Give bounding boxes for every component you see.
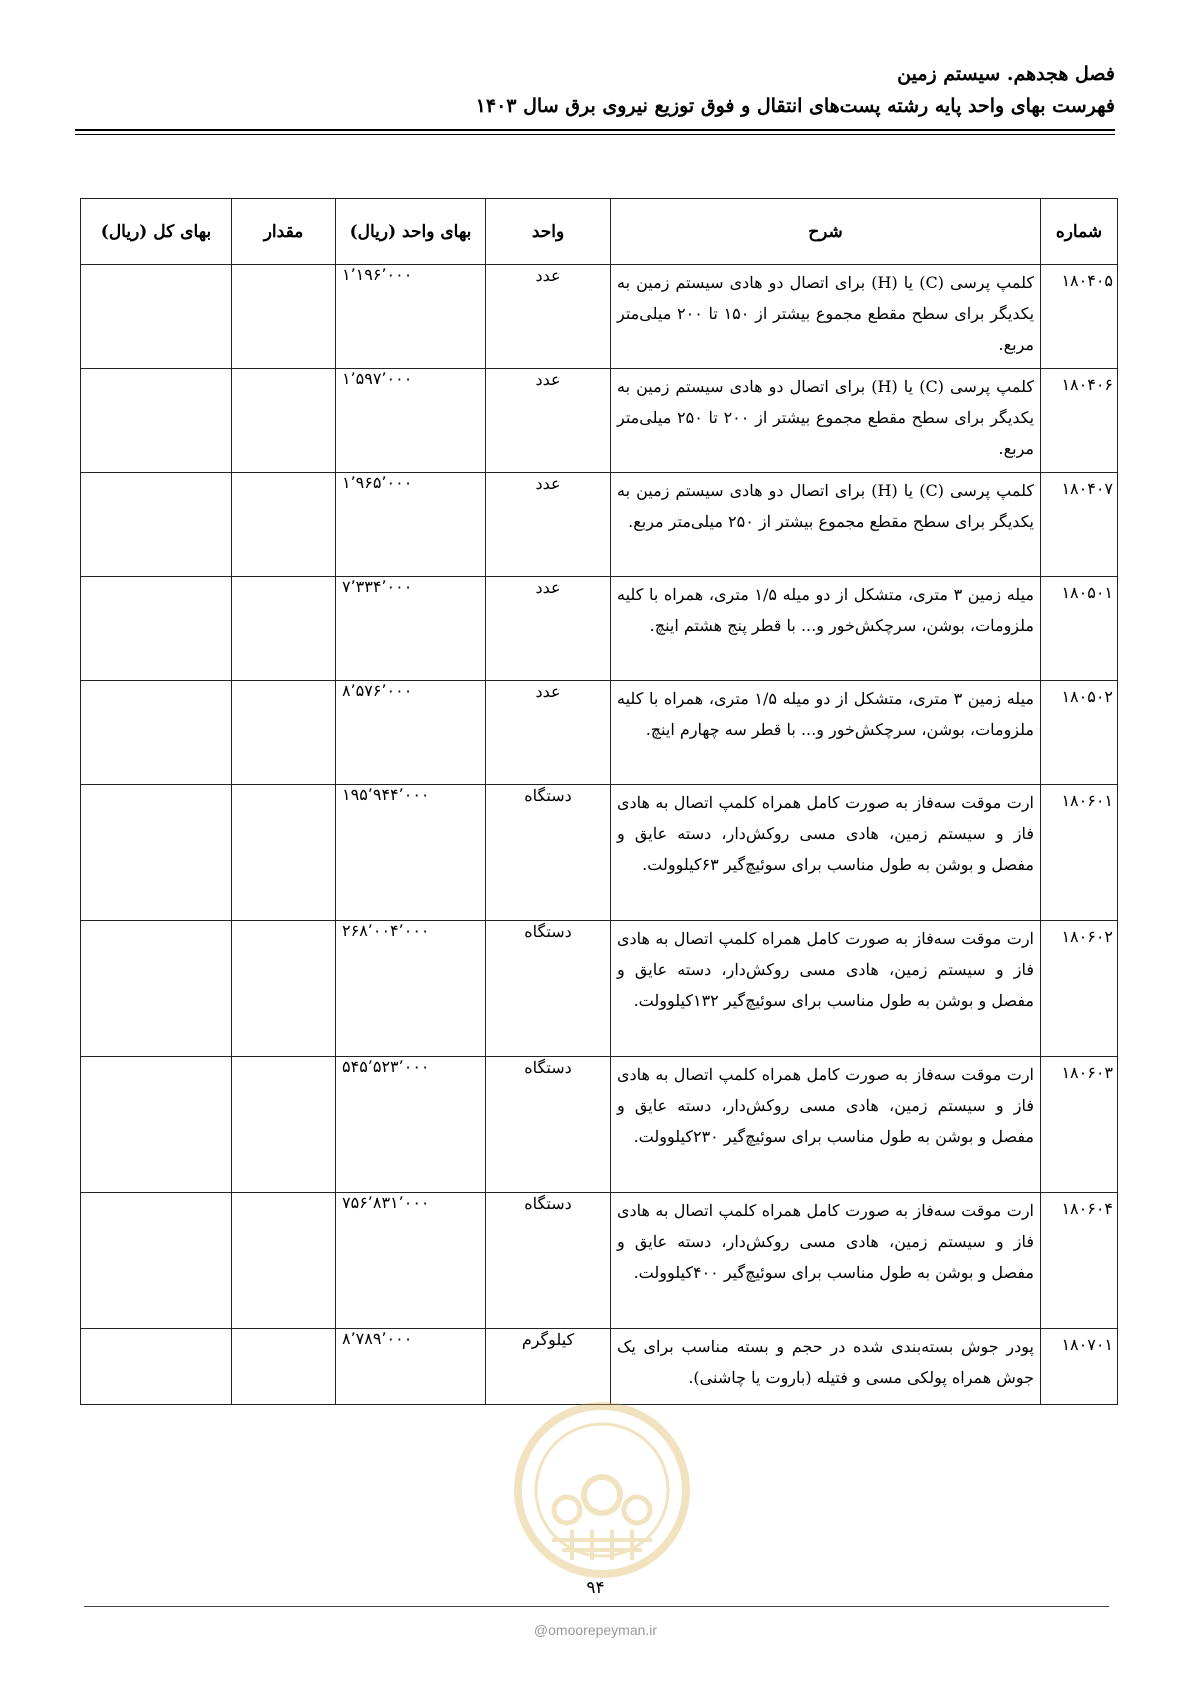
item-quantity — [232, 369, 336, 473]
item-quantity — [232, 265, 336, 369]
item-unit: عدد — [486, 369, 611, 473]
header-rule-thin — [75, 134, 1115, 135]
item-total — [81, 681, 232, 785]
item-total — [81, 577, 232, 681]
item-description: کلمپ پرسی (C) یا (H) برای اتصال دو هادی سیستم زمین به یکدیگر برای سطح مقطع مجموع بیشتر از ۱۵۰ تا ۲۰۰ میلی‌متر مربع. — [611, 265, 1041, 369]
item-number: ۱۸۰۴۰۶ — [1041, 369, 1118, 473]
item-total — [81, 1057, 232, 1193]
item-quantity — [232, 921, 336, 1057]
item-unit: عدد — [486, 265, 611, 369]
item-unit: عدد — [486, 473, 611, 577]
item-unit-price: ۱٬۵۹۷٬۰۰۰ — [336, 369, 486, 473]
price-list-table — [80, 198, 1118, 1405]
item-unit: عدد — [486, 681, 611, 785]
page-number: ۹۴ — [586, 1578, 605, 1598]
item-number: ۱۸۰۴۰۷ — [1041, 473, 1118, 577]
table-row — [81, 265, 1118, 369]
table-row — [81, 369, 1118, 473]
item-quantity — [232, 1329, 336, 1405]
column-header-unit: واحد — [486, 199, 611, 265]
item-number: ۱۸۰۶۰۴ — [1041, 1193, 1118, 1329]
column-header-unit-price: بهای واحد (ریال) — [336, 199, 486, 265]
website-watermark: @omoorepeyman.ir — [533, 1622, 658, 1638]
item-total — [81, 473, 232, 577]
item-description: ارت موقت سه‌فاز به صورت کامل همراه کلمپ اتصال به هادی فاز و سیستم زمین، هادی مسی روکش‌دار، دسته عایق و مفصل و بوشن به طول مناسب برای سوئیچ‌گیر ۱۳۲کیلوولت. — [611, 921, 1041, 1057]
document-subtitle: فهرست بهای واحد پایه رشته پست‌های انتقال و فوق توزیع نیروی برق سال ۱۴۰۳ — [475, 95, 1115, 117]
table-row — [81, 785, 1118, 921]
page-header — [75, 58, 1115, 122]
item-unit: دستگاه — [486, 1057, 611, 1193]
item-unit-price: ۱٬۱۹۶٬۰۰۰ — [336, 265, 486, 369]
item-quantity — [232, 1057, 336, 1193]
item-unit: دستگاه — [486, 785, 611, 921]
item-number: ۱۸۰۶۰۲ — [1041, 921, 1118, 1057]
column-header-quantity: مقدار — [232, 199, 336, 265]
item-number: ۱۸۰۵۰۱ — [1041, 577, 1118, 681]
table-header-row — [81, 199, 1118, 265]
item-description: میله زمین ۳ متری، متشکل از دو میله ۱/۵ متری، همراه با کلیه ملزومات، بوشن، سرچکش‌خور و... با قطر سه چهارم اینچ. — [611, 681, 1041, 785]
item-number: ۱۸۰۴۰۵ — [1041, 265, 1118, 369]
item-unit-price: ۸٬۵۷۶٬۰۰۰ — [336, 681, 486, 785]
seal-logo-icon — [512, 1400, 692, 1580]
footer-divider — [84, 1606, 1109, 1607]
item-description: ارت موقت سه‌فاز به صورت کامل همراه کلمپ اتصال به هادی فاز و سیستم زمین، هادی مسی روکش‌دار، دسته عایق و مفصل و بوشن به طول مناسب برای سوئیچ‌گیر ۴۰۰کیلوولت. — [611, 1193, 1041, 1329]
table-row — [81, 1193, 1118, 1329]
header-rule-thick — [75, 129, 1115, 131]
item-number: ۱۸۰۷۰۱ — [1041, 1329, 1118, 1405]
table-row — [81, 921, 1118, 1057]
table-row — [81, 577, 1118, 681]
item-description: ارت موقت سه‌فاز به صورت کامل همراه کلمپ اتصال به هادی فاز و سیستم زمین، هادی مسی روکش‌دار، دسته عایق و مفصل و بوشن به طول مناسب برای سوئیچ‌گیر ۶۳کیلوولت. — [611, 785, 1041, 921]
item-total — [81, 921, 232, 1057]
item-number: ۱۸۰۶۰۱ — [1041, 785, 1118, 921]
table-row — [81, 1329, 1118, 1405]
item-quantity — [232, 577, 336, 681]
item-description: پودر جوش بسته‌بندی شده در حجم و بسته مناسب برای یک جوش همراه پولکی مسی و فتیله (باروت یا چاشنی). — [611, 1329, 1041, 1405]
item-unit: کیلوگرم — [486, 1329, 611, 1405]
table-row — [81, 681, 1118, 785]
item-description: میله زمین ۳ متری، متشکل از دو میله ۱/۵ متری، همراه با کلیه ملزومات، بوشن، سرچکش‌خور و... با قطر پنج هشتم اینچ. — [611, 577, 1041, 681]
item-number: ۱۸۰۵۰۲ — [1041, 681, 1118, 785]
item-unit: دستگاه — [486, 921, 611, 1057]
item-total — [81, 785, 232, 921]
item-description: کلمپ پرسی (C) یا (H) برای اتصال دو هادی سیستم زمین به یکدیگر برای سطح مقطع مجموع بیشتر از ۲۰۰ تا ۲۵۰ میلی‌متر مربع. — [611, 369, 1041, 473]
column-header-total-price: بهای کل (ریال) — [81, 199, 232, 265]
item-total — [81, 265, 232, 369]
item-total — [81, 1329, 232, 1405]
item-description: ارت موقت سه‌فاز به صورت کامل همراه کلمپ اتصال به هادی فاز و سیستم زمین، هادی مسی روکش‌دار، دسته عایق و مفصل و بوشن به طول مناسب برای سوئیچ‌گیر ۲۳۰کیلوولت. — [611, 1057, 1041, 1193]
item-number: ۱۸۰۶۰۳ — [1041, 1057, 1118, 1193]
item-total — [81, 1193, 232, 1329]
item-unit-price: ۱۹۵٬۹۴۴٬۰۰۰ — [336, 785, 486, 921]
item-quantity — [232, 473, 336, 577]
item-unit-price: ۷۵۶٬۸۳۱٬۰۰۰ — [336, 1193, 486, 1329]
item-unit-price: ۵۴۵٬۵۲۳٬۰۰۰ — [336, 1057, 486, 1193]
item-description: کلمپ پرسی (C) یا (H) برای اتصال دو هادی سیستم زمین به یکدیگر برای سطح مقطع مجموع بیشتر از ۲۵۰ میلی‌متر مربع. — [611, 473, 1041, 577]
item-unit: عدد — [486, 577, 611, 681]
item-unit: دستگاه — [486, 1193, 611, 1329]
table-row — [81, 1057, 1118, 1193]
column-header-number: شماره — [1041, 199, 1118, 265]
item-total — [81, 369, 232, 473]
chapter-title: فصل هجدهم. سیستم زمین — [897, 63, 1115, 85]
item-quantity — [232, 785, 336, 921]
item-quantity — [232, 1193, 336, 1329]
item-quantity — [232, 681, 336, 785]
table-row — [81, 473, 1118, 577]
column-header-description: شرح — [611, 199, 1041, 265]
item-unit-price: ۷٬۳۳۴٬۰۰۰ — [336, 577, 486, 681]
item-unit-price: ۲۶۸٬۰۰۴٬۰۰۰ — [336, 921, 486, 1057]
item-unit-price: ۸٬۷۸۹٬۰۰۰ — [336, 1329, 486, 1405]
item-unit-price: ۱٬۹۶۵٬۰۰۰ — [336, 473, 486, 577]
